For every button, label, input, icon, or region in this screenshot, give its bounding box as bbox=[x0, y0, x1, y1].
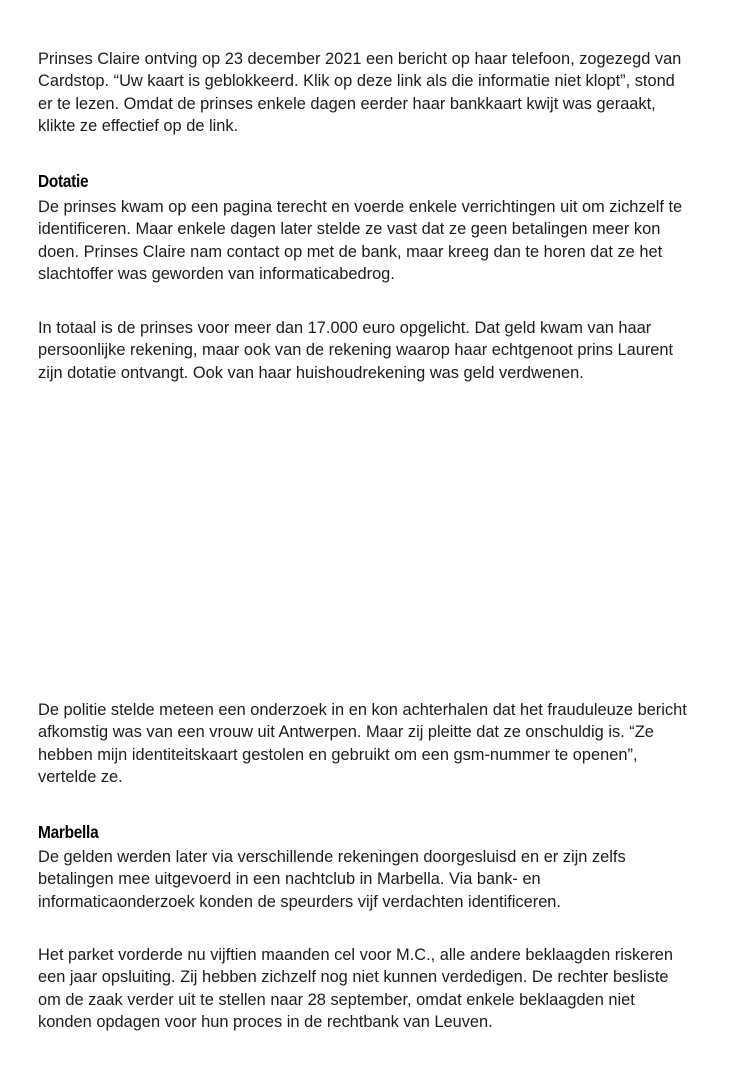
paragraph-politie: De politie stelde meteen een onderzoek in en kon achterhalen dat het frauduleuze bericht afkomstig was van een vrouw uit Antwerpen. Maar zij pleitte dat ze onschuldig is. “Ze hebben mijn identiteitskaart gestolen en gebruikt om een gsm-nummer te openen”, vertelde ze. bbox=[38, 701, 687, 787]
paragraph-gelden: De gelden werden later via verschillende rekeningen doorgesluisd en er zijn zelfs betalingen mee uitgevoerd in een nachtclub in Marbella. Via bank- en informaticaonderzoek konden de speurders vijf verdachten identificeren. bbox=[38, 848, 626, 911]
paragraph-parket: Het parket vorderde nu vijftien maanden cel voor M.C., alle andere beklaagden riskeren een jaar opsluiting. Zij hebben zichzelf nog niet kunnen verdedigen. De rechter besliste om de zaak verder uit te stellen naar 28 september, omdat enkele beklaagden niet konden opdagen voor hun proces in de rechtbank van Leuven. bbox=[38, 946, 674, 1032]
paragraph-opgelicht: In totaal is de prinses voor meer dan 17.000 euro opgelicht. Dat geld kwam van haar persoonlijke rekening, maar ook van de rekening waarop haar echtgenoot prins Laurent zijn dotatie ontvangt. Ook van haar huishoudrekening was geld verdwenen. bbox=[38, 319, 674, 382]
subheading-marbella: Marbella bbox=[38, 822, 99, 842]
paragraph-verrichtingen: De prinses kwam op een pagina terecht en voerde enkele verrichtingen uit om zichzelf te identificeren. Maar enkele dagen later stelde ze vast dat ze geen betalingen meer kon doen. Prinses Claire nam contact op met de bank, maar kreeg dan te horen dat ze het slachtoffer was geworden van informaticabedrog. bbox=[38, 198, 683, 284]
blank-ad-space bbox=[38, 400, 688, 690]
paragraph-intro: Prinses Claire ontving op 23 december 2021 een bericht op haar telefoon, zogezegd van Cardstop. “Uw kaart is geblokkeerd. Klik op deze link als die informatie niet klopt”, stond er te lezen. Omdat de prinses enkele dagen eerder haar bankkaart kwijt was geraakt, klikte ze effectief op de link. bbox=[38, 50, 682, 136]
subheading-dotatie: Dotatie bbox=[38, 171, 89, 191]
